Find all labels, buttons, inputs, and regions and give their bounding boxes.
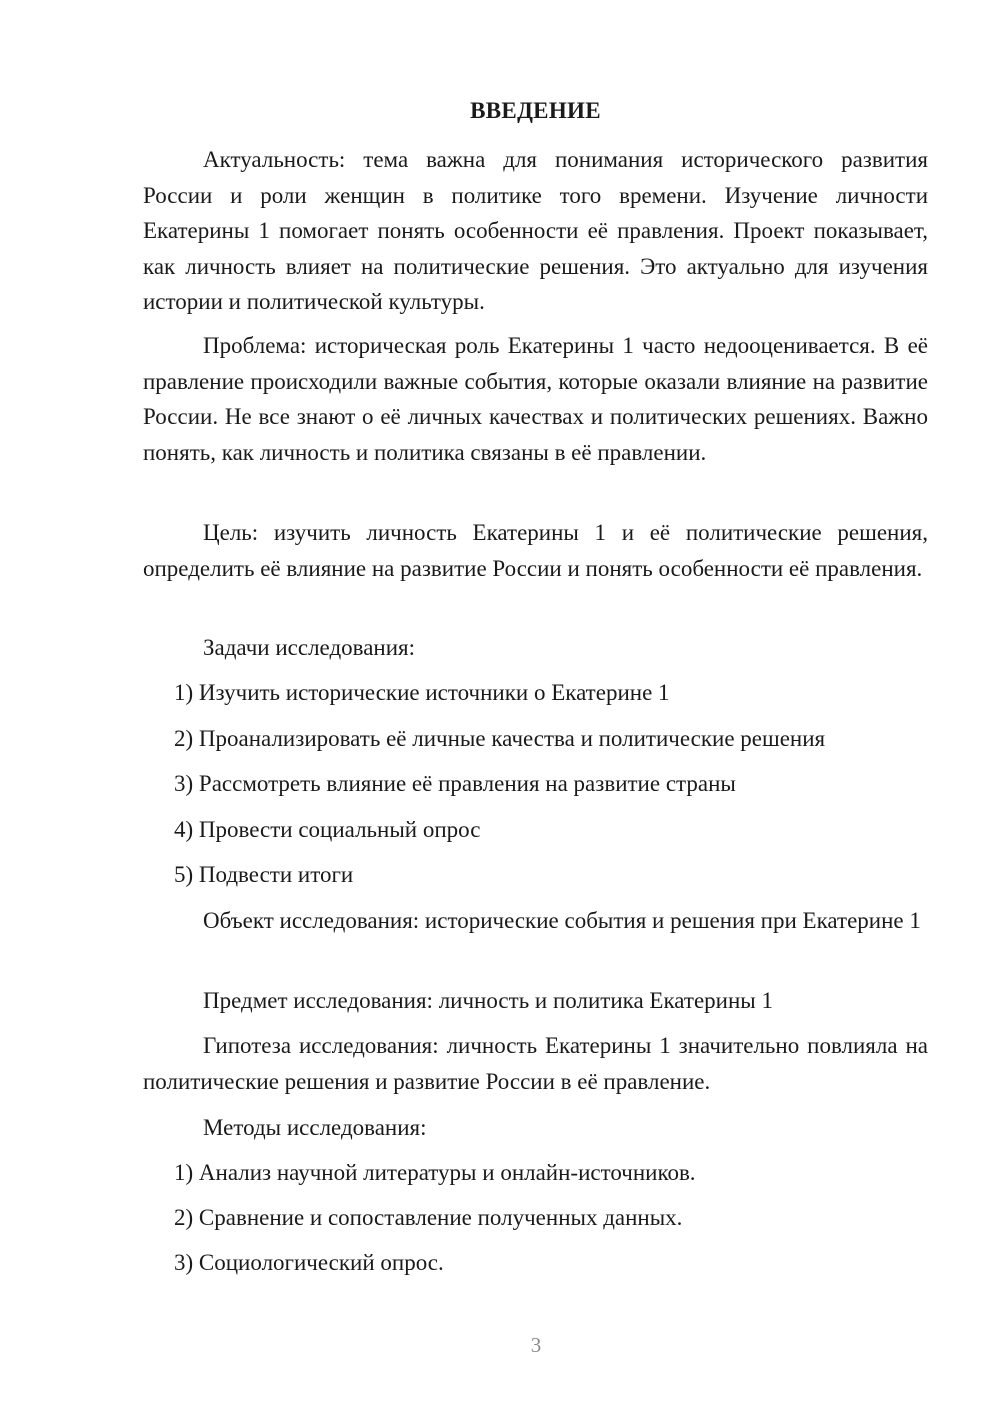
goal-paragraph: Цель: изучить личность Екатерины 1 и её политические решения, определить её влияние на развитие России и понять особенности её правления. <box>143 520 928 581</box>
section-title: ВВЕДЕНИЕ <box>470 98 601 123</box>
method-item: 1) Анализ научной литературы и онлайн-источников. <box>174 1160 696 1185</box>
method-item: 2) Сравнение и сопоставление полученных данных. <box>174 1205 683 1230</box>
page-number: 3 <box>530 1333 542 1357</box>
tasks-heading: Задачи исследования: <box>203 635 416 660</box>
task-item: 3) Рассмотреть влияние её правления на развитие страны <box>174 771 736 796</box>
task-item: 4) Провести социальный опрос <box>174 817 481 842</box>
method-item: 3) Социологический опрос. <box>174 1250 444 1275</box>
task-item: 2) Проанализировать её личные качества и политические решения <box>174 726 826 751</box>
hypothesis-paragraph: Гипотеза исследования: личность Екатерины 1 значительно повлияла на политические решения и развитие России в её правление. <box>143 1033 928 1094</box>
task-item: 1) Изучить исторические источники о Екатерине 1 <box>174 680 670 705</box>
relevance-paragraph: Актуальность: тема важна для понимания исторического развития России и роли женщин в политике того времени. Изучение личности Екатерины 1 помогает понять особенности её правления. Проект показывает, как личность влияет на политические решения. Это актуально для изучения истории и политической культуры. <box>143 147 928 314</box>
subject-paragraph: Предмет исследования: личность и политика Екатерины 1 <box>203 988 773 1013</box>
problem-paragraph: Проблема: историческая роль Екатерины 1 часто недооценивается. В её правление происходили важные события, которые оказали влияние на развитие России. Не все знают о её личных качествах и политических решениях. Важно понять, как личность и политика связаны в её правлении. <box>143 333 928 465</box>
object-paragraph: Объект исследования: исторические события и решения при Екатерине 1 <box>203 908 921 933</box>
methods-heading: Методы исследования: <box>203 1115 427 1140</box>
task-item: 5) Подвести итоги <box>174 862 354 887</box>
